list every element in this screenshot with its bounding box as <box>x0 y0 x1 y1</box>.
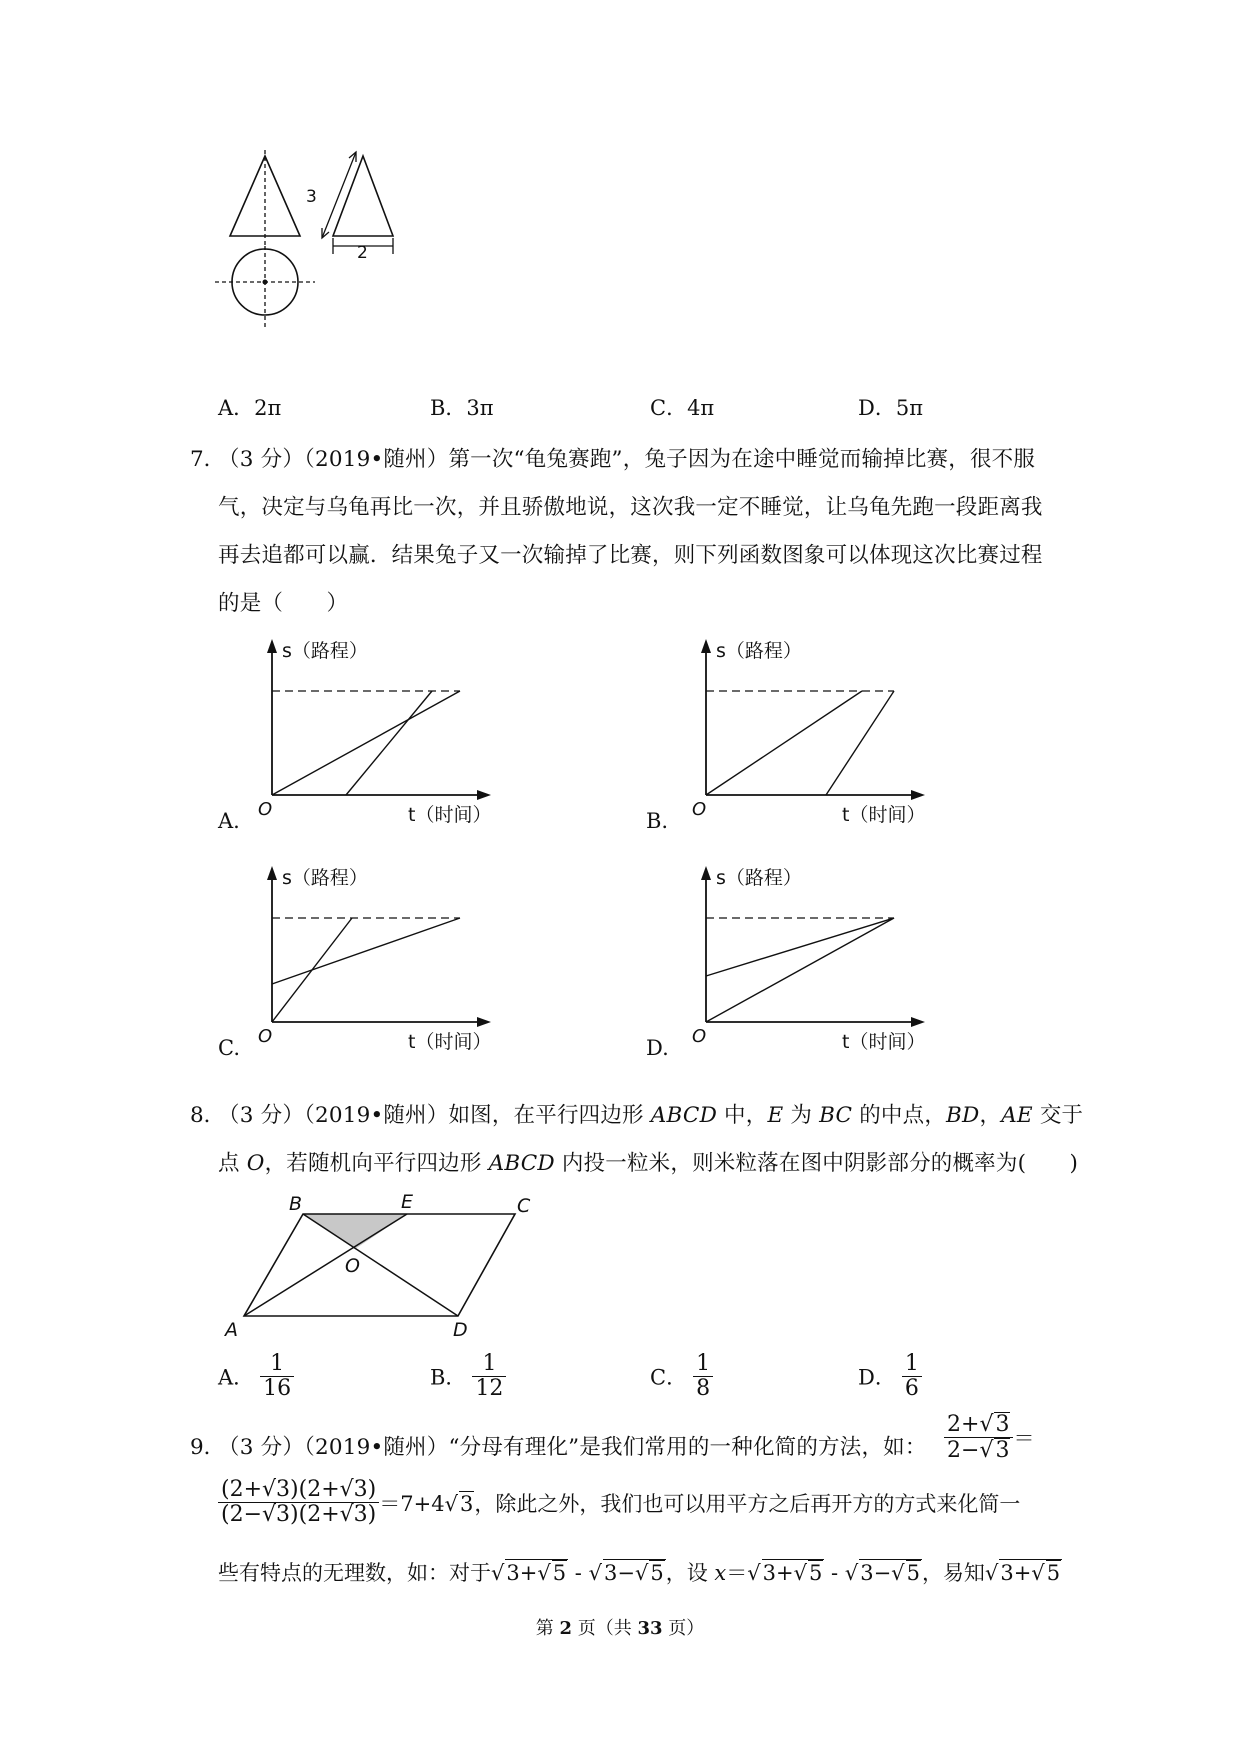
q7-text-line1: （3 分）（2019•随州）第一次“龟兔赛跑”，兔子因为在途中睡觉而输掉比赛，很不服 <box>218 447 1036 472</box>
q8-parallelogram-figure <box>215 1192 545 1342</box>
page-total: 33 <box>637 1618 663 1639</box>
q7-text-line2: 气，决定与乌龟再比一次，并且骄傲地说，这次我一定不睡觉，让乌龟先跑一段距离我 <box>218 495 1043 520</box>
slant-dimension-line <box>322 152 356 238</box>
q8-option-c[interactable]: C． $\frac{1}{8}$ <box>650 1352 713 1401</box>
slant-length-label: 3 <box>306 187 317 207</box>
q7-graph-d-svg <box>646 862 946 1062</box>
shaded-triangle-beo <box>303 1214 407 1249</box>
q7-graph-c-origin: O <box>258 1026 273 1047</box>
q7-graph-b-letter: B. <box>646 809 669 833</box>
svg-text:D: D <box>453 1319 468 1341</box>
page-number: 2 <box>559 1618 572 1639</box>
q7-graph-d-letter: D. <box>646 1036 669 1060</box>
q7-option-c-graph[interactable] <box>212 862 512 1062</box>
q7-graph-c-xlabel: t（时间） <box>408 1031 492 1053</box>
q7-graph-c-letter: C. <box>218 1036 240 1060</box>
q7-graph-b-ylabel: s（路程） <box>716 640 802 662</box>
q8-option-d[interactable]: D． $\frac{1}{6}$ <box>858 1352 922 1401</box>
top-view-center <box>263 280 268 285</box>
q7-graph-a-letter: A. <box>218 809 240 833</box>
q6-option-a[interactable]: A．2π <box>218 396 282 420</box>
q7-graph-b-xlabel: t（时间） <box>842 804 926 826</box>
q7-graph-c-ylabel: s（路程） <box>282 867 368 889</box>
q7-graph-b-origin: O <box>692 799 707 820</box>
base-length-label: 2 <box>357 243 368 263</box>
q7-graph-a-svg <box>212 635 512 835</box>
q6-option-c[interactable]: C．4π <box>650 396 715 420</box>
q7-graph-d-xlabel: t（时间） <box>842 1031 926 1053</box>
q7-number: 7． <box>190 447 226 472</box>
q6-option-d[interactable]: D．5π <box>858 396 923 420</box>
q7-graph-d-origin: O <box>692 1026 707 1047</box>
q7-graph-c-svg <box>212 862 512 1062</box>
q7-option-d-graph[interactable] <box>646 862 946 1062</box>
svg-text:B: B <box>289 1193 303 1215</box>
q8-text-line1: （3 分）（2019•随州）如图，在平行四边形 ABCD 中，E 为 BC 的中点，BD，AE 交于 <box>218 1103 1084 1128</box>
q9-example-fraction: $\frac{2+√ 3}{2-√ 3}$ ＝ <box>944 1412 1034 1463</box>
q6-option-b[interactable]: B．3π <box>430 396 494 420</box>
q9-line2: $\frac{(2+√3)(2+√3)}{(2-√3)(2+√3)}$ ＝7+4√ 3，除此之外，我们也可以用平方之后再开方的方式来化简一 <box>218 1478 1020 1527</box>
page-footer: 第 2 页（共 33 页） <box>535 1618 705 1639</box>
q7-option-a-graph[interactable] <box>212 635 512 835</box>
q8-number: 8． <box>190 1103 226 1128</box>
q7-option-b-graph[interactable] <box>646 635 946 835</box>
q8-option-a[interactable]: A． $\frac{1}{16}$ <box>218 1352 294 1401</box>
svg-text:O: O <box>345 1255 360 1277</box>
svg-text:C: C <box>517 1195 531 1217</box>
q9-text-line1: （3 分）（2019•随州）“分母有理化”是我们常用的一种化简的方法，如： <box>218 1435 927 1460</box>
q7-text-line3: 再去追都可以赢．结果兔子又一次输掉了比赛，则下列函数图象可以体现这次比赛过程 <box>218 543 1043 568</box>
q7-graph-a-ylabel: s（路程） <box>282 640 368 662</box>
svg-text:A: A <box>225 1319 238 1341</box>
q7-graph-d-ylabel: s（路程） <box>716 867 802 889</box>
q9-number: 9． <box>190 1435 226 1460</box>
q7-graph-a-origin: O <box>258 799 273 820</box>
q6-three-view-figure <box>210 150 430 370</box>
svg-text:E: E <box>401 1192 414 1213</box>
q9-line3: 些有特点的无理数，如：对于√ 3+√ 5 - √ 3−√ 5，设 x＝√ 3+√ 5 - √ 3−√ 5，易知√ 3+√ 5 <box>218 1557 1062 1587</box>
q8-option-b[interactable]: B． $\frac{1}{12}$ <box>430 1352 506 1401</box>
q7-graph-a-xlabel: t（时间） <box>408 804 492 826</box>
side-view-triangle <box>333 156 393 236</box>
q7-graph-b-svg <box>646 635 946 835</box>
q7-text-line4: 的是（ ） <box>218 591 349 616</box>
q8-text-line2: 点 O，若随机向平行四边形 ABCD 内投一粒米，则米粒落在图中阴影部分的概率为( ) <box>218 1151 1079 1176</box>
